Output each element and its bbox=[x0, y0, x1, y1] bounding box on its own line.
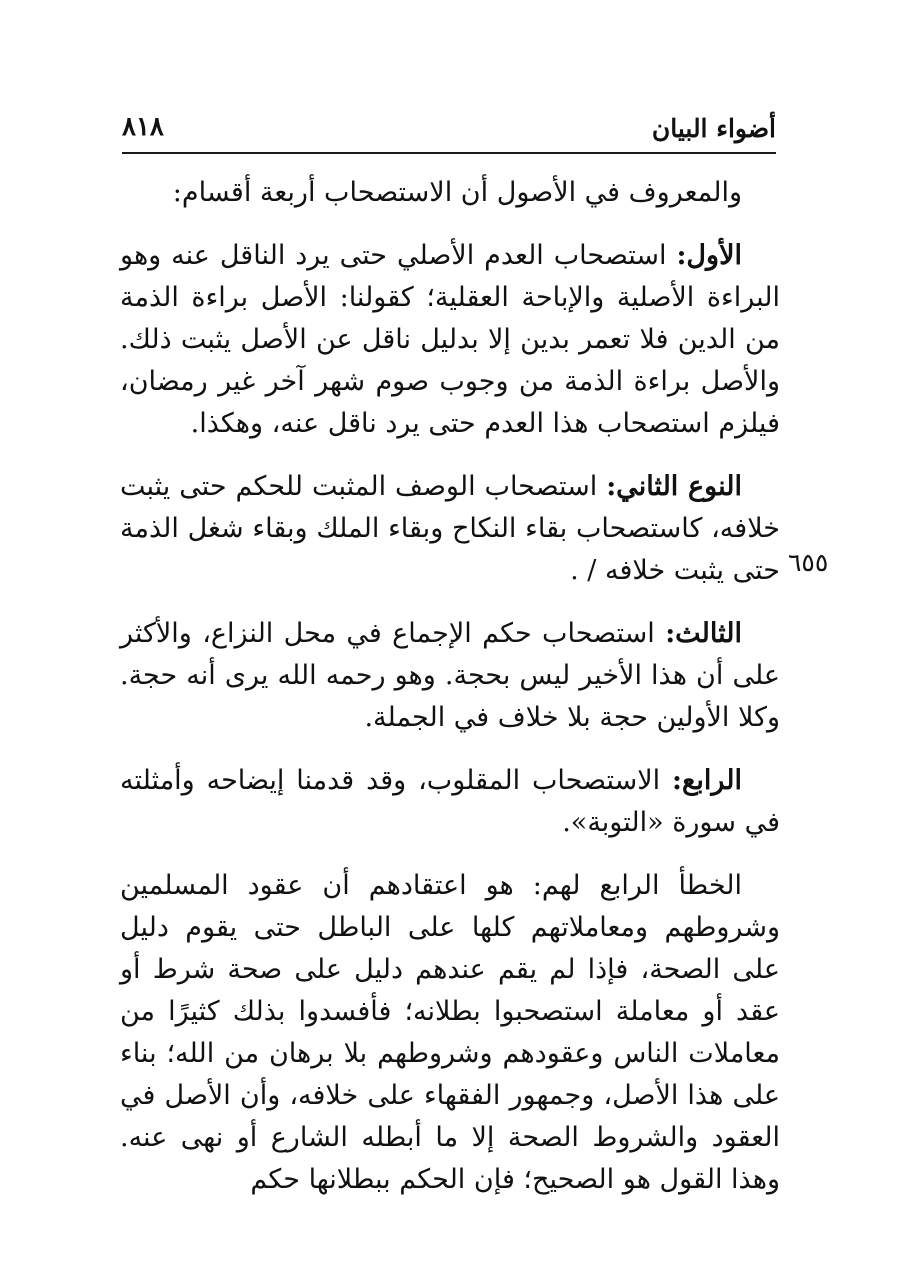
paragraph-lead: النوع الثاني: bbox=[606, 471, 742, 502]
paragraph-first-type bbox=[120, 235, 780, 445]
book-title: أضواء البيان bbox=[651, 114, 776, 143]
paragraph-text: الخطأ الرابع لهم: هو اعتقادهم أن عقود المسلمين وشروطهم ومعاملاتهم كلها على الباطل حتى يقوم دليل على الصحة، فإذا لم يقم عندهم دليل على صحة شرط أو عقد أو معاملة استصحبوا بطلانه؛ فأفسدوا بذلك كثيرًا من معاملات الناس وعقودهم وشروطهم بلا برهان من الله؛ بناء على هذا الأصل، وجمهور الفقهاء على خلافه، وأن الأصل في العقود والشروط الصحة إلا ما أبطله الشارع أو نهى عنه. وهذا القول هو الصحيح؛ فإن الحكم ببطلانها حكم bbox=[120, 870, 780, 1195]
page-number: ٨١٨ bbox=[122, 112, 164, 142]
paragraph-fourth-type bbox=[120, 760, 780, 844]
paragraph-text: استصحاب الوصف المثبت للحكم حتى يثبت خلافه، كاستصحاب بقاء النكاح وبقاء الملك وبقاء شغل الذمة حتى يثبت خلافه / . bbox=[120, 471, 780, 586]
paragraph-text: والمعروف في الأصول أن الاستصحاب أربعة أقسام: bbox=[172, 177, 742, 208]
paragraph-fourth-error bbox=[120, 865, 780, 1201]
paragraph-third-type bbox=[120, 613, 780, 739]
margin-page-reference: ٦٥٥ bbox=[788, 548, 829, 577]
body-text bbox=[120, 172, 780, 1222]
running-header bbox=[122, 112, 776, 154]
paragraph-text: الاستصحاب المقلوب، وقد قدمنا إيضاحه وأمثلته في سورة «التوبة». bbox=[120, 765, 780, 838]
paragraph-second-type bbox=[120, 466, 780, 592]
paragraph-lead: الأول: bbox=[676, 240, 742, 271]
paragraph-text: استصحاب حكم الإجماع في محل النزاع، والأكثر على أن هذا الأخير ليس بحجة. وهو رحمه الله يرى أنه حجة. وكلا الأولين حجة بلا خلاف في الجملة. bbox=[120, 618, 780, 733]
paragraph-text: استصحاب العدم الأصلي حتى يرد الناقل عنه وهو البراءة الأصلية والإباحة العقلية؛ كقولنا: الأصل براءة الذمة من الدين فلا تعمر بدين إلا بدليل ناقل عن الأصل يثبت ذلك. والأصل براءة الذمة من وجوب صوم شهر آخر غير رمضان، فيلزم استصحاب هذا العدم حتى يرد ناقل عنه، وهكذا. bbox=[120, 240, 780, 439]
paragraph-intro bbox=[120, 172, 780, 214]
paragraph-lead: الثالث: bbox=[665, 618, 742, 649]
paragraph-lead: الرابع: bbox=[672, 765, 742, 796]
